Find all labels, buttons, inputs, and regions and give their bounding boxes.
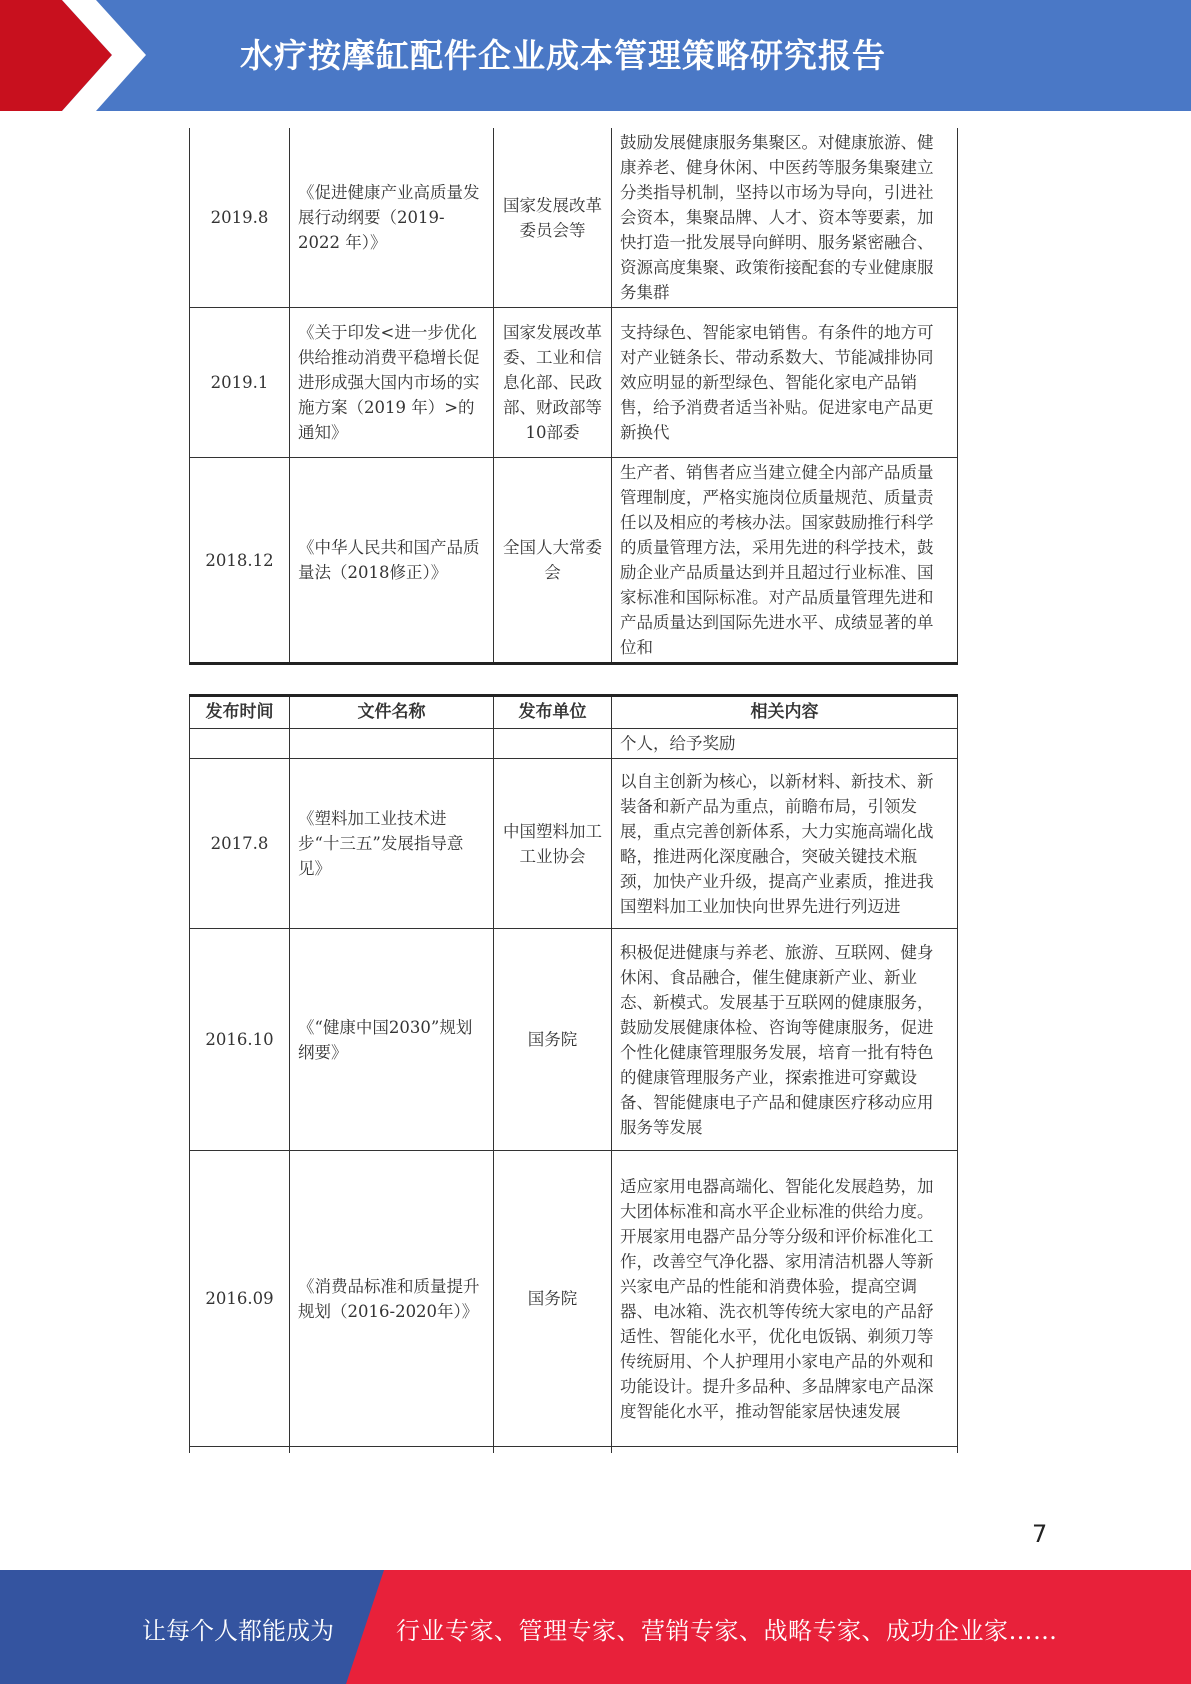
footer-slogan-right: 行业专家、管理专家、营销专家、战略专家、成功企业家……: [396, 1617, 1058, 1645]
footer-slogan-left: 让每个人都能成为: [142, 1617, 334, 1645]
cell-content: 以自主创新为核心，以新材料、新技术、新装备和新产品为重点，前瞻布局，引领发展，重点完善创新体系，大力实施高端化战略，推进两化深度融合，突破关键技术瓶颈，加快产业升级，提高产业素质，推进我国塑料加工业加快向世界先进行列迈进: [612, 759, 958, 929]
cell-org: [494, 729, 612, 759]
report-title: 水疗按摩缸配件企业成本管理策略研究报告: [240, 36, 886, 75]
cell-org: 国家发展改革委、工业和信息化部、民政部、财政部等10部委: [494, 308, 612, 458]
cell-cut: [290, 1447, 494, 1454]
cell-org: 国务院: [494, 1151, 612, 1447]
table-row: [190, 929, 958, 1151]
page-footer: [0, 1570, 1191, 1684]
header-chevron-logo: [0, 0, 160, 111]
cell-cut: [612, 1447, 958, 1454]
cell-date: 2019.8: [190, 128, 290, 308]
cell-name: 《关于印发<进一步优化供给推动消费平稳增长促进形成强大国内市场的实施方案（2019 年）>的通知》: [290, 308, 494, 458]
table-row-continuation: [190, 729, 958, 759]
table-row: [190, 458, 958, 664]
cell-name: 《“健康中国2030”规划纲要》: [290, 929, 494, 1151]
cell-name: [290, 729, 494, 759]
header-name: 文件名称: [290, 696, 494, 729]
cell-org: 中国塑料加工工业协会: [494, 759, 612, 929]
cell-content: 鼓励发展健康服务集聚区。对健康旅游、健康养老、健身休闲、中医药等服务集聚建立分类指导机制，坚持以市场为导向，引进社会资本，集聚品牌、人才、资本等要素，加快打造一批发展导向鲜明、服务紧密融合、资源高度集聚、政策衔接配套的专业健康服务集群: [612, 128, 958, 308]
cell-content: 支持绿色、智能家电销售。有条件的地方可对产业链条长、带动系数大、节能减排协同效应明显的新型绿色、智能化家电产品销售，给予消费者适当补贴。促进家电产品更新换代: [612, 308, 958, 458]
cell-name: 《塑料加工业技术进步“十三五”发展指导意见》: [290, 759, 494, 929]
table-row: [190, 308, 958, 458]
cell-content: 生产者、销售者应当建立健全内部产品质量管理制度，严格实施岗位质量规范、质量责任以及相应的考核办法。国家鼓励推行科学的质量管理方法，采用先进的科学技术，鼓励企业产品质量达到并且超过行业标准、国家标准和国际标准。对产品质量管理先进和产品质量达到国际先进水平、成绩显著的单位和: [612, 458, 958, 664]
header-date: 发布时间: [190, 696, 290, 729]
cell-date: 2016.09: [190, 1151, 290, 1447]
policy-table-top: [189, 128, 958, 665]
cell-date: 2016.10: [190, 929, 290, 1151]
table-row: [190, 128, 958, 308]
cell-org: 国家发展改革委员会等: [494, 128, 612, 308]
header-org: 发布单位: [494, 696, 612, 729]
cell-cut: [494, 1447, 612, 1454]
header-content: 相关内容: [612, 696, 958, 729]
cell-date: 2019.1: [190, 308, 290, 458]
cell-content: 积极促进健康与养老、旅游、互联网、健身休闲、食品融合，催生健康新产业、新业态、新模式。发展基于互联网的健康服务，鼓励发展健康体检、咨询等健康服务，促进个性化健康管理服务发展，培育一批有特色的健康管理服务产业，探索推进可穿戴设备、智能健康电子产品和健康医疗移动应用服务等发展: [612, 929, 958, 1151]
cell-date: 2017.8: [190, 759, 290, 929]
page-number: 7: [1032, 1520, 1048, 1548]
cell-content: 个人，给予奖励: [612, 729, 958, 759]
table-row-cut: [190, 1447, 958, 1454]
table-header-row: [190, 696, 958, 729]
cell-date: [190, 729, 290, 759]
page-header: [0, 0, 1191, 111]
cell-name: 《促进健康产业高质量发展行动纲要（2019-2022 年）》: [290, 128, 494, 308]
cell-name: 《中华人民共和国产品质量法（2018修正）》: [290, 458, 494, 664]
cell-org: 国务院: [494, 929, 612, 1151]
policy-table-bottom: [189, 694, 958, 1453]
cell-date: 2018.12: [190, 458, 290, 664]
cell-name: 《消费品标准和质量提升规划（2016-2020年）》: [290, 1151, 494, 1447]
cell-cut: [190, 1447, 290, 1454]
cell-org: 全国人大常委会: [494, 458, 612, 664]
table-row: [190, 759, 958, 929]
cell-content: 适应家用电器高端化、智能化发展趋势，加大团体标准和高水平企业标准的供给力度。开展家用电器产品分等分级和评价标准化工作，改善空气净化器、家用清洁机器人等新兴家电产品的性能和消费体验，提高空调器、电冰箱、洗衣机等传统大家电的产品舒适性、智能化水平，优化电饭锅、剃须刀等传统厨用、个人护理用小家电产品的外观和功能设计。提升多品种、多品牌家电产品深度智能化水平，推动智能家居快速发展: [612, 1151, 958, 1447]
table-row: [190, 1151, 958, 1447]
